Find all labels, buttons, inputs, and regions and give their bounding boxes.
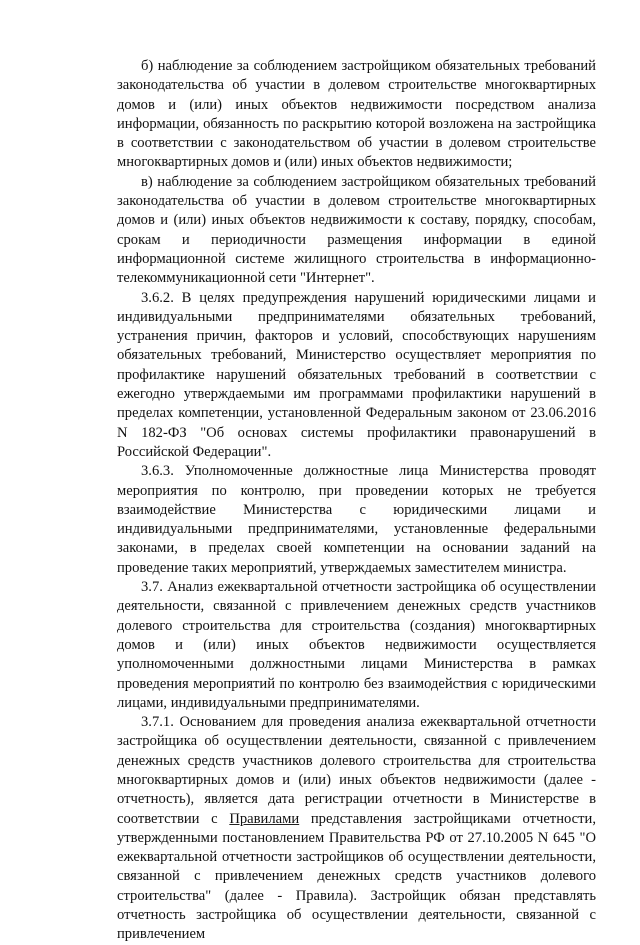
- paragraph-3-7: 3.7. Анализ ежеквартальной отчетности застройщика об осуществлении деятельности, связанной с привлечением денежных средств участников долевого строительства для строительства (создания) многоквартирных домов и (или) иных объектов недвижимости осуществляется уполномоченными должностными лицами Министерства в рамках проведения мероприятий по контролю без взаимодействия с юридическими лицами, индивидуальными предпринимателями.: [117, 579, 596, 711]
- paragraph-b: б) наблюдение за соблюдением застройщиком обязательных требований законодательства об участии в долевом строительстве многоквартирных домов и (или) иных объектов недвижимости посредством анализа информации, обязанность по раскрытию которой возложена на застройщика в соответствии с законодательством об участии в долевом строительстве многоквартирных домов и (или) иных объектов недвижимости;: [117, 58, 596, 171]
- paragraph-v: в) наблюдение за соблюдением застройщиком обязательных требований законодательства об участии в долевом строительстве многоквартирных домов и (или) иных объектов недвижимости к составу, порядку, способам, срокам и периодичности размещения информации в единой информационной системе жилищного строительства в информационно-телекоммуникационной сети "Интернет".: [117, 173, 596, 287]
- paragraph-3-7-1: [117, 713, 596, 945]
- rules-link[interactable]: Правилами: [229, 810, 300, 827]
- paragraph-3-7-1-text-before: 3.7.1. Основанием для проведения анализа ежеквартальной отчетности застройщика об осуществлении деятельности, связанной с привлечением денежных средств участников долевого строительства для строительства многоквартирных домов и (или) иных объектов недвижимости (далее - отчетность), является дата регистрации отчетности в Министерстве в соответствии с: [117, 714, 596, 827]
- paragraph-3-6-2: 3.6.2. В целях предупреждения нарушений юридическими лицами и индивидуальными предпринимателями обязательных требований, устранения причин, факторов и условий, способствующих нарушениям обязательных требований, Министерство осуществляет мероприятия по профилактике нарушений обязательных требований в соответствии с ежегодно утверждаемыми им программами профилактики нарушений в пределах компетенции, установленной Федеральным законом от 23.06.2016 N 182-ФЗ "Об основах системы профилактики правонарушений в Российской Федерации".: [117, 289, 596, 460]
- paragraph-3-6-3: 3.6.3. Уполномоченные должностные лица Министерства проводят мероприятия по контролю, при проведении которых не требуется взаимодействие Министерства с юридическими лицами и индивидуальными предпринимателями, установленные федеральными законами, в пределах своей компетенции на основании заданий на проведение таких мероприятий, утверждаемых заместителем министра.: [117, 463, 596, 576]
- document-page: [117, 57, 596, 945]
- paragraph-3-7-1-text-after: представления застройщиками отчетности, утвержденными постановлением Правительства РФ от 27.10.2005 N 645 "О ежеквартальной отчетности застройщиков об осуществлении деятельности, связанной с привлечением денежных средств участников долевого строительства" (далее - Правила). Застройщик обязан представлять отчетность застройщика об осуществлении деятельности, связанной с привлечением: [117, 810, 596, 943]
